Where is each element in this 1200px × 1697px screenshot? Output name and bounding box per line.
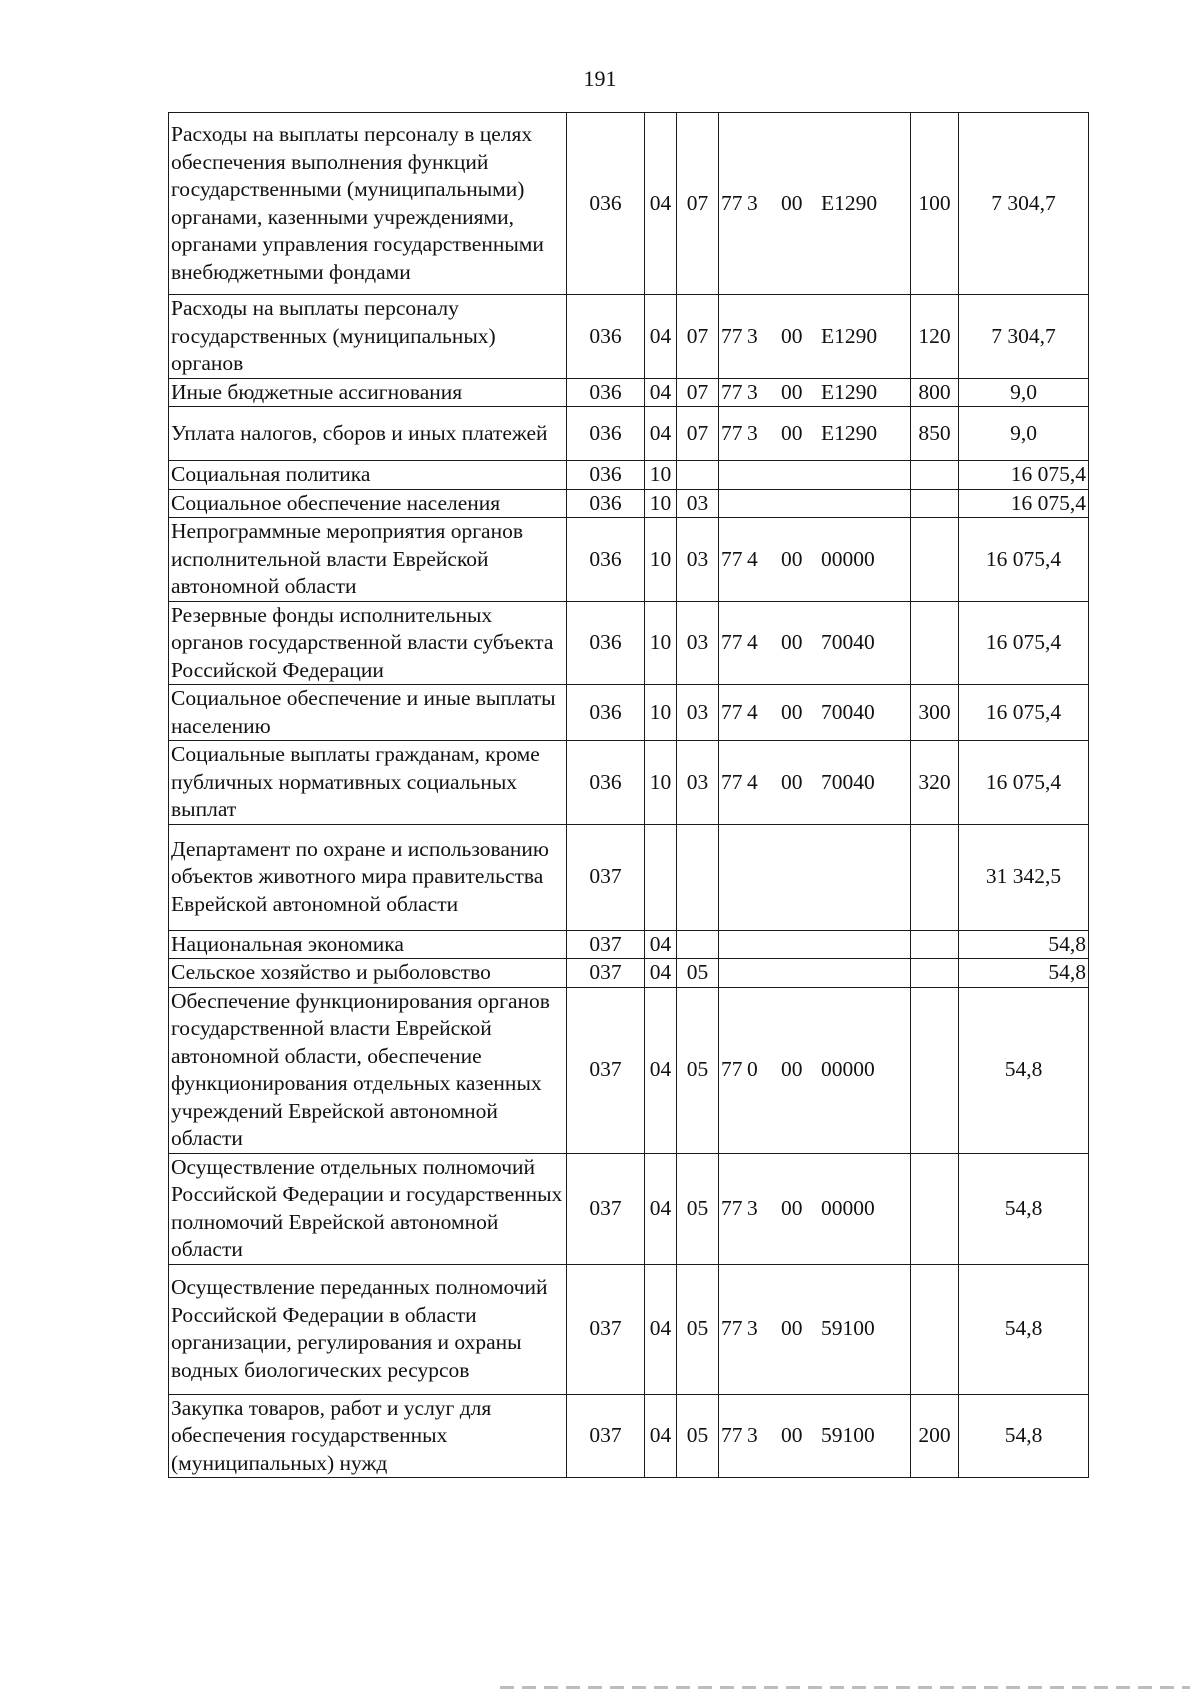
row-name-cell: Сельское хозяйство и рыболовство — [169, 959, 567, 988]
target-article-part: 77 — [721, 1423, 743, 1447]
target-article-part: 77 — [721, 699, 743, 724]
row-name-cell: Осуществление переданных полномочий Российской Федерации в области организации, регулирования и охраны водных биологических ресурсов — [169, 1264, 567, 1394]
row-name-cell: Закупка товаров, работ и услуг для обеспечения государственных (муниципальных) нужд — [169, 1394, 567, 1478]
target-article-cell — [719, 378, 911, 407]
amount-cell: 54,8 — [959, 1153, 1089, 1264]
expense-type-cell — [911, 1264, 959, 1394]
target-article-part: 00000 — [821, 546, 875, 571]
target-article-part: E1290 — [821, 323, 878, 348]
expense-type-cell: 320 — [911, 741, 959, 825]
section-code-cell: 04 — [645, 930, 677, 959]
target-article-part: 00 — [781, 1423, 803, 1447]
subsection-code-cell: 03 — [677, 601, 719, 685]
row-name-cell: Социальное обеспечение населения — [169, 489, 567, 518]
expense-type-cell — [911, 518, 959, 602]
target-article-part: 00 — [781, 546, 803, 571]
row-name-cell: Обеспечение функционирования органов государственной власти Еврейской автономной области, обеспечение функционирования отдельных казенных учреждений Еврейской автономной области — [169, 987, 567, 1153]
target-article-cell — [719, 987, 911, 1153]
subsection-code-cell: 03 — [677, 685, 719, 741]
subsection-code-cell: 03 — [677, 518, 719, 602]
target-article-cell — [719, 295, 911, 379]
subsection-code-cell — [677, 930, 719, 959]
ved-code-cell: 036 — [567, 407, 645, 461]
target-article-cell — [719, 741, 911, 825]
expense-type-cell: 100 — [911, 113, 959, 295]
amount-cell: 9,0 — [959, 378, 1089, 407]
target-article-cell — [719, 1394, 911, 1478]
amount-cell: 54,8 — [959, 930, 1089, 959]
ved-code-cell: 036 — [567, 378, 645, 407]
amount-cell: 54,8 — [959, 959, 1089, 988]
amount-cell: 31 342,5 — [959, 824, 1089, 930]
budget-table — [168, 112, 1089, 1478]
section-code-cell: 10 — [645, 489, 677, 518]
expense-type-cell: 300 — [911, 685, 959, 741]
target-article-part: 00 — [781, 699, 803, 724]
table-row — [169, 489, 1089, 518]
target-article-part: 00 — [781, 630, 803, 654]
target-article-cell — [719, 518, 911, 602]
section-code-cell: 04 — [645, 987, 677, 1153]
expense-type-cell: 200 — [911, 1394, 959, 1478]
target-article-part: 3 — [747, 379, 758, 404]
expense-type-cell: 850 — [911, 407, 959, 461]
target-article-cell — [719, 601, 911, 685]
target-article-part: 3 — [747, 1316, 758, 1341]
target-article-part: 3 — [747, 420, 758, 445]
target-article-part: 4 — [747, 769, 758, 794]
ved-code-cell: 037 — [567, 824, 645, 930]
amount-cell: 16 075,4 — [959, 685, 1089, 741]
subsection-code-cell: 05 — [677, 1264, 719, 1394]
target-article-part: 4 — [747, 630, 758, 654]
table-row — [169, 987, 1089, 1153]
section-code-cell: 10 — [645, 741, 677, 825]
section-code-cell: 04 — [645, 1264, 677, 1394]
ved-code-cell: 036 — [567, 601, 645, 685]
subsection-code-cell: 03 — [677, 741, 719, 825]
row-name-cell: Уплата налогов, сборов и иных платежей — [169, 407, 567, 461]
table-row — [169, 461, 1089, 490]
amount-cell: 7 304,7 — [959, 113, 1089, 295]
target-article-part: 77 — [721, 190, 743, 215]
subsection-code-cell: 07 — [677, 378, 719, 407]
section-code-cell: 10 — [645, 601, 677, 685]
subsection-code-cell — [677, 824, 719, 930]
target-article-part: 70040 — [821, 769, 875, 794]
target-article-part: 00 — [781, 420, 803, 445]
section-code-cell: 04 — [645, 295, 677, 379]
subsection-code-cell: 05 — [677, 1394, 719, 1478]
row-name-cell: Социальное обеспечение и иные выплаты населению — [169, 685, 567, 741]
ved-code-cell: 036 — [567, 489, 645, 518]
subsection-code-cell: 07 — [677, 295, 719, 379]
ved-code-cell: 036 — [567, 461, 645, 490]
section-code-cell: 04 — [645, 407, 677, 461]
target-article-part: 77 — [721, 379, 743, 404]
target-article-cell — [719, 489, 911, 518]
amount-cell: 54,8 — [959, 1394, 1089, 1478]
target-article-part: 59100 — [821, 1316, 875, 1341]
table-row — [169, 959, 1089, 988]
target-article-part: 3 — [747, 323, 758, 348]
ved-code-cell: 036 — [567, 741, 645, 825]
target-article-part: 4 — [747, 546, 758, 571]
target-article-part: 00000 — [821, 1057, 875, 1082]
ved-code-cell: 036 — [567, 685, 645, 741]
row-name-cell: Социальные выплаты гражданам, кроме публичных нормативных социальных выплат — [169, 741, 567, 825]
section-code-cell: 04 — [645, 378, 677, 407]
target-article-cell — [719, 959, 911, 988]
budget-table-body — [169, 113, 1089, 1478]
target-article-part: 3 — [747, 190, 758, 215]
page-number: 191 — [583, 66, 617, 91]
table-row — [169, 824, 1089, 930]
section-code-cell: 04 — [645, 1153, 677, 1264]
target-article-cell — [719, 1153, 911, 1264]
table-row — [169, 113, 1089, 295]
table-row — [169, 1264, 1089, 1394]
target-article-part: 00000 — [821, 1195, 875, 1220]
table-row — [169, 407, 1089, 461]
amount-cell: 16 075,4 — [959, 601, 1089, 685]
amount-cell: 54,8 — [959, 987, 1089, 1153]
target-article-part: E1290 — [821, 190, 878, 215]
target-article-part: 00 — [781, 769, 803, 794]
target-article-part: E1290 — [821, 420, 878, 445]
target-article-part: 4 — [747, 699, 758, 724]
section-code-cell: 04 — [645, 113, 677, 295]
scan-footer-mark — [500, 1686, 1190, 1689]
subsection-code-cell: 05 — [677, 959, 719, 988]
target-article-part: 77 — [721, 546, 743, 571]
subsection-code-cell: 05 — [677, 1153, 719, 1264]
amount-cell: 16 075,4 — [959, 741, 1089, 825]
row-name-cell: Расходы на выплаты персоналу в целях обеспечения выполнения функций государственными (муниципальными) органами, казенными учреждениями, органами управления государственными внебюджетными фондами — [169, 113, 567, 295]
ved-code-cell: 037 — [567, 1153, 645, 1264]
subsection-code-cell: 07 — [677, 113, 719, 295]
target-article-part: 59100 — [821, 1423, 875, 1447]
row-name-cell: Непрограммные мероприятия органов исполнительной власти Еврейской автономной области — [169, 518, 567, 602]
target-article-part: 77 — [721, 1195, 743, 1220]
target-article-part: 00 — [781, 190, 803, 215]
target-article-part: 77 — [721, 1316, 743, 1341]
expense-type-cell — [911, 930, 959, 959]
target-article-part: 00 — [781, 1316, 803, 1341]
amount-cell: 16 075,4 — [959, 518, 1089, 602]
target-article-part: 00 — [781, 1057, 803, 1082]
ved-code-cell: 037 — [567, 1264, 645, 1394]
target-article-cell — [719, 685, 911, 741]
expense-type-cell — [911, 461, 959, 490]
row-name-cell: Расходы на выплаты персоналу государственных (муниципальных) органов — [169, 295, 567, 379]
target-article-part: 3 — [747, 1195, 758, 1220]
target-article-part: 77 — [721, 420, 743, 445]
target-article-part: 77 — [721, 769, 743, 794]
table-row — [169, 1153, 1089, 1264]
row-name-cell: Резервные фонды исполнительных органов государственной власти субъекта Российской Федерации — [169, 601, 567, 685]
table-row — [169, 601, 1089, 685]
ved-code-cell: 036 — [567, 295, 645, 379]
expense-type-cell: 800 — [911, 378, 959, 407]
target-article-cell — [719, 1264, 911, 1394]
row-name-cell: Департамент по охране и использованию объектов животного мира правительства Еврейской автономной области — [169, 824, 567, 930]
amount-cell: 9,0 — [959, 407, 1089, 461]
ved-code-cell: 036 — [567, 518, 645, 602]
target-article-part: 70040 — [821, 699, 875, 724]
amount-cell: 16 075,4 — [959, 461, 1089, 490]
ved-code-cell: 037 — [567, 930, 645, 959]
ved-code-cell: 037 — [567, 959, 645, 988]
target-article-part: 3 — [747, 1423, 758, 1447]
subsection-code-cell: 07 — [677, 407, 719, 461]
subsection-code-cell: 03 — [677, 489, 719, 518]
expense-type-cell — [911, 489, 959, 518]
target-article-part: 0 — [747, 1057, 758, 1082]
target-article-part: E1290 — [821, 379, 878, 404]
target-article-part: 00 — [781, 379, 803, 404]
expense-type-cell — [911, 987, 959, 1153]
expense-type-cell — [911, 1153, 959, 1264]
section-code-cell: 04 — [645, 959, 677, 988]
ved-code-cell: 037 — [567, 987, 645, 1153]
subsection-code-cell — [677, 461, 719, 490]
section-code-cell — [645, 824, 677, 930]
table-row — [169, 1394, 1089, 1478]
amount-cell: 7 304,7 — [959, 295, 1089, 379]
table-row — [169, 685, 1089, 741]
table-row — [169, 741, 1089, 825]
target-article-part: 77 — [721, 323, 743, 348]
amount-cell: 54,8 — [959, 1264, 1089, 1394]
target-article-part: 00 — [781, 323, 803, 348]
row-name-cell: Национальная экономика — [169, 930, 567, 959]
section-code-cell: 04 — [645, 1394, 677, 1478]
table-row — [169, 378, 1089, 407]
target-article-cell — [719, 824, 911, 930]
expense-type-cell: 120 — [911, 295, 959, 379]
row-name-cell: Социальная политика — [169, 461, 567, 490]
target-article-part: 77 — [721, 1057, 743, 1082]
subsection-code-cell: 05 — [677, 987, 719, 1153]
target-article-cell — [719, 113, 911, 295]
expense-type-cell — [911, 601, 959, 685]
row-name-cell: Иные бюджетные ассигнования — [169, 378, 567, 407]
table-row — [169, 295, 1089, 379]
target-article-cell — [719, 930, 911, 959]
target-article-cell — [719, 407, 911, 461]
target-article-part: 77 — [721, 630, 743, 654]
expense-type-cell — [911, 824, 959, 930]
amount-cell: 16 075,4 — [959, 489, 1089, 518]
ved-code-cell: 036 — [567, 113, 645, 295]
target-article-part: 00 — [781, 1195, 803, 1220]
row-name-cell: Осуществление отдельных полномочий Российской Федерации и государственных полномочий Еврейской автономной области — [169, 1153, 567, 1264]
ved-code-cell: 037 — [567, 1394, 645, 1478]
target-article-cell — [719, 461, 911, 490]
table-row — [169, 930, 1089, 959]
expense-type-cell — [911, 959, 959, 988]
section-code-cell: 10 — [645, 518, 677, 602]
section-code-cell: 10 — [645, 461, 677, 490]
table-row — [169, 518, 1089, 602]
section-code-cell: 10 — [645, 685, 677, 741]
target-article-part: 70040 — [821, 630, 875, 654]
